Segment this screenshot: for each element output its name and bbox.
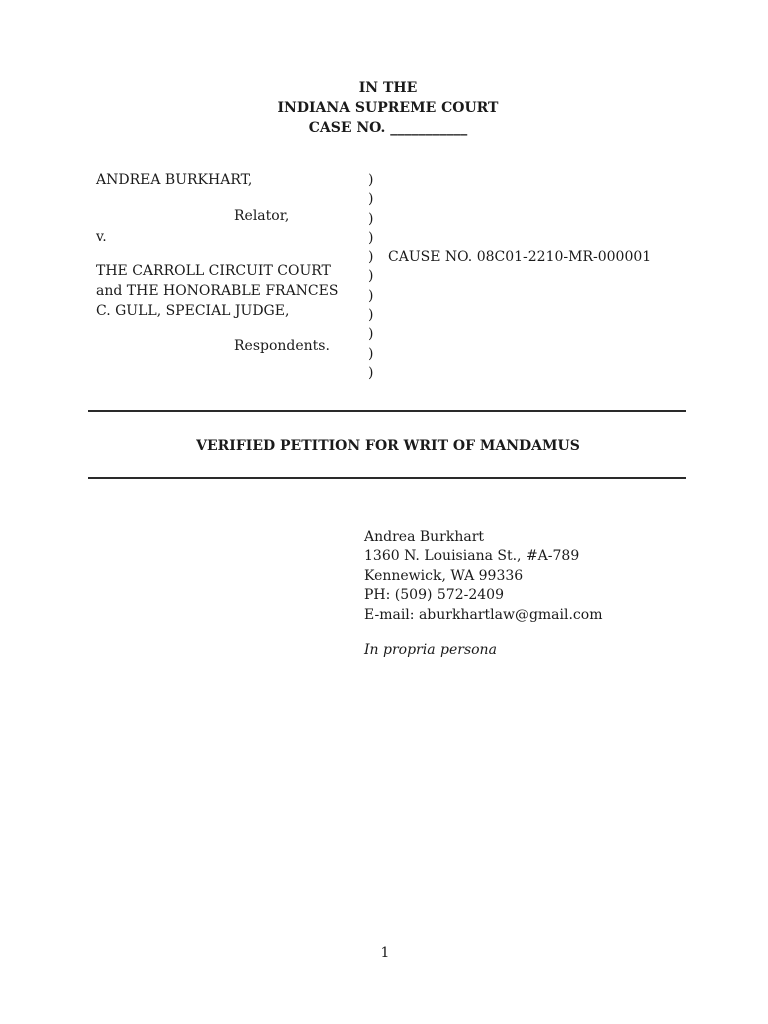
contact-city: Kennewick, WA 99336 [364,567,524,584]
caption-paren: ) [368,364,374,381]
caption-paren: ) [368,287,374,304]
caption-paren: ) [368,249,374,266]
title-top-rule [88,410,686,412]
contact-email: E-mail: aburkhartlaw@gmail.com [364,606,603,623]
respondent-line-3: C. GULL, SPECIAL JUDGE, [96,303,290,319]
caption-paren: ) [368,345,374,362]
respondent-line-2: and THE HONORABLE FRANCES [96,283,339,299]
caption-paren: ) [368,172,374,188]
contact-name: Andrea Burkhart [364,529,485,545]
respondent-role: Respondents. [234,338,330,354]
cause-number: CAUSE NO. 08C01-2210-MR-000001 [388,249,652,265]
relator-name: ANDREA BURKHART, [96,172,253,188]
document-title: VERIFIED PETITION FOR WRIT OF MANDAMUS [196,438,580,454]
contact-address: 1360 N. Louisiana St., #A-789 [364,548,580,565]
header-court-name: INDIANA SUPREME COURT [277,100,499,116]
header-line-in-the: IN THE [358,80,418,96]
court-header [0,78,768,138]
contact-block [364,528,602,625]
caption-paren: ) [368,229,374,246]
in-propria-persona: In propria persona [364,642,497,658]
relator-role: Relator, [234,208,290,224]
caption-paren: ) [368,307,374,324]
caption-paren: ) [368,210,374,227]
versus-label: v. [96,229,107,245]
caption-paren-column [368,171,373,383]
caption-paren: ) [368,268,374,285]
title-bottom-rule [88,477,686,479]
contact-phone: PH: (509) 572-2409 [364,587,504,604]
respondent-line-1: THE CARROLL CIRCUIT COURT [96,263,331,279]
header-case-number: CASE NO. ___________ [308,120,468,136]
caption-paren: ) [368,326,374,343]
caption-paren: ) [368,191,374,208]
page-number: 1 [380,945,390,961]
